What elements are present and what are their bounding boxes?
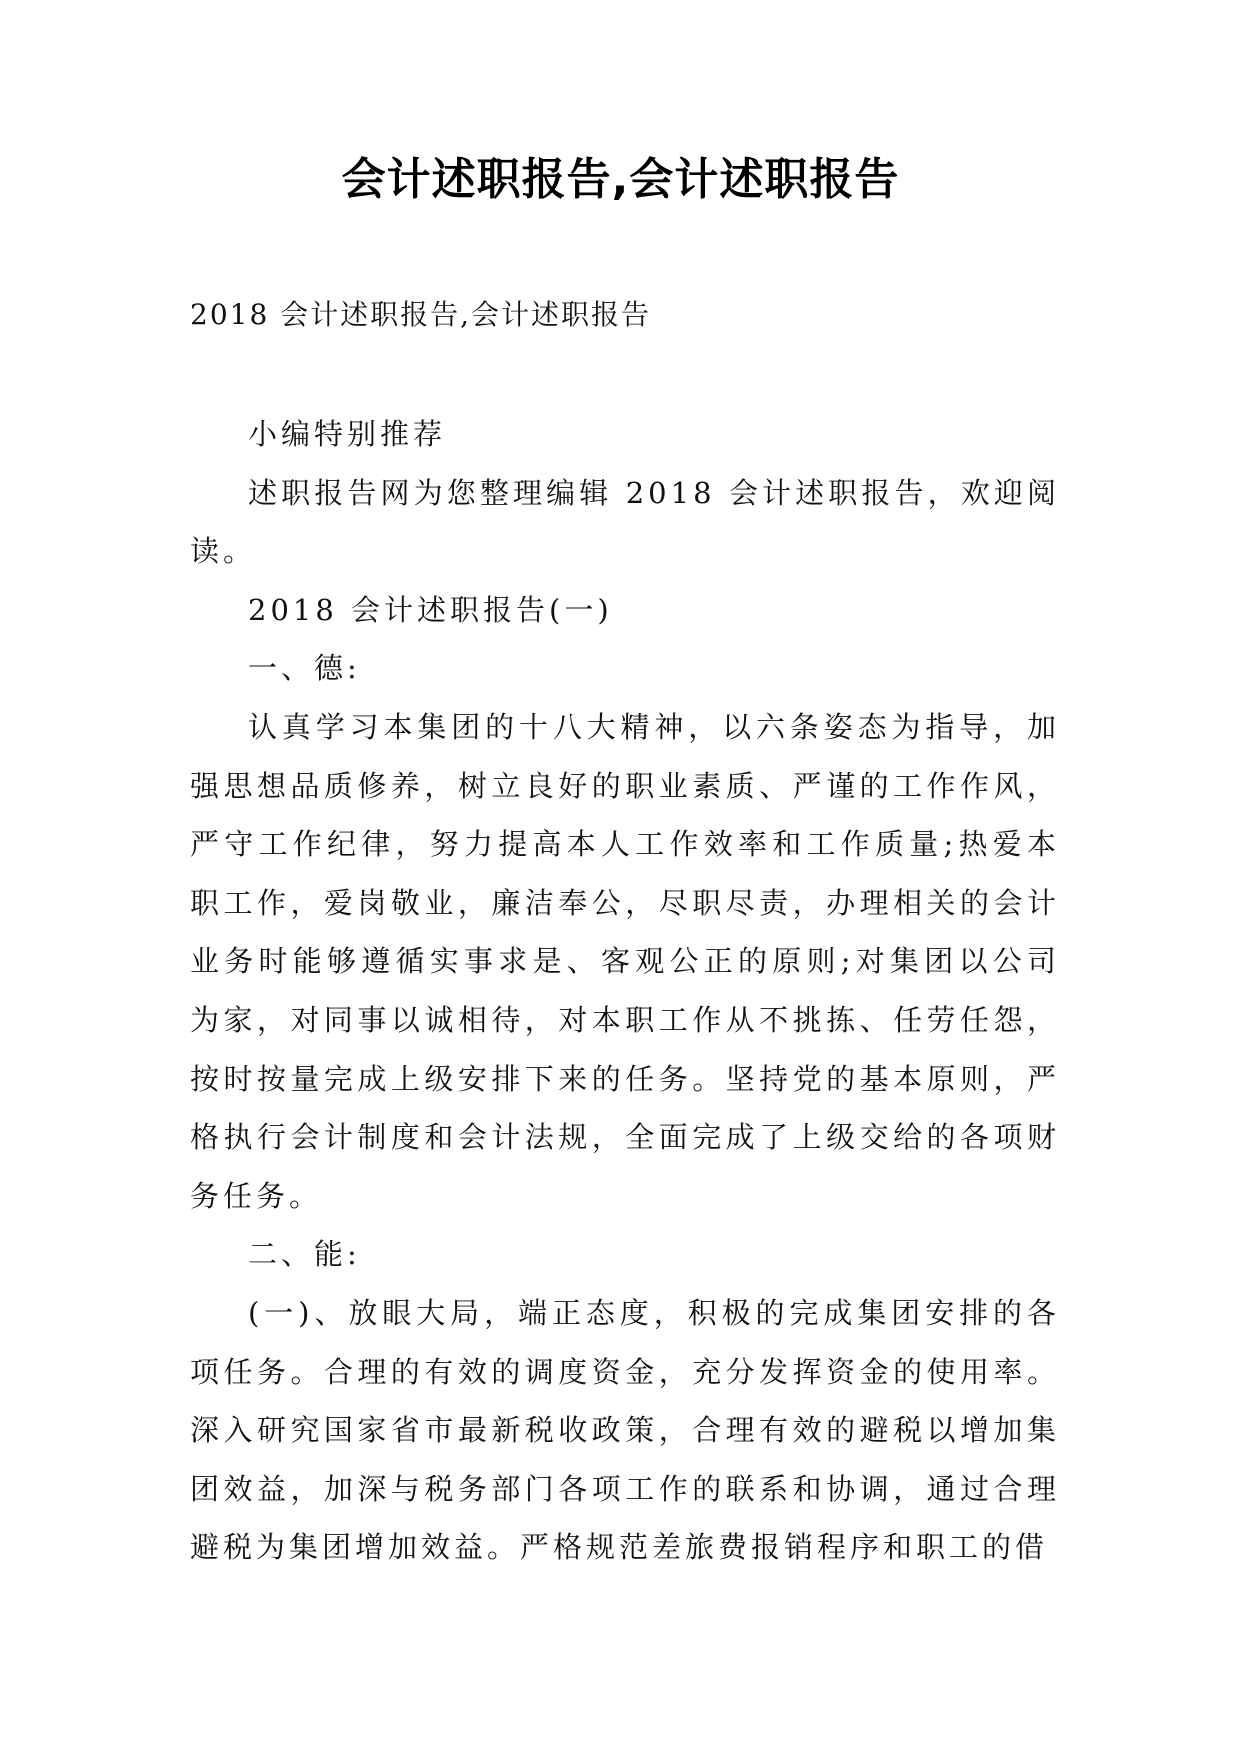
document-body bbox=[190, 405, 1060, 1577]
paragraph-intro: 述职报告网为您整理编辑 2018 会计述职报告，欢迎阅读。 bbox=[190, 475, 1060, 569]
paragraph-de-content: 认真学习本集团的十八大精神，以六条姿态为指导，加强思想品质修养，树立良好的职业素质、严谨的工作作风，严守工作纪律，努力提高本人工作效率和工作质量;热爱本职工作，爱岗敬业，廉洁奉公，尽职尽责，办理相关的会计业务时能够遵循实事求是、客观公正的原则;对集团以公司为家，对同事以诚相待，对本职工作从不挑拣、任劳任怨，按时按量完成上级安排下来的任务。坚持党的基本原则，严格执行会计制度和会计法规，全面完成了上级交给的各项财务任务。 bbox=[190, 709, 1060, 1213]
document-subtitle: 2018 会计述职报告,会计述职报告 bbox=[190, 298, 652, 331]
paragraph-heading-de: 一、德: bbox=[248, 651, 361, 686]
document-title: 会计述职报告,会计述职报告 bbox=[341, 154, 900, 205]
paragraph-recommend: 小编特别推荐 bbox=[248, 417, 447, 451]
paragraph-neng-content: (一)、放眼大局，端正态度，积极的完成集团安排的各项任务。合理的有效的调度资金，充分发挥资金的使用率。深入研究国家省市最新税收政策，合理有效的避税以增加集团效益，加深与税务部门各项工作的联系和协调，通过合理避税为集团增加效益。严格规范差旅费报销程序和职工的借 bbox=[190, 1295, 1060, 1565]
paragraph-section-heading: 2018 会计述职报告(一) bbox=[248, 592, 613, 627]
paragraph-heading-neng: 二、能: bbox=[248, 1237, 361, 1272]
